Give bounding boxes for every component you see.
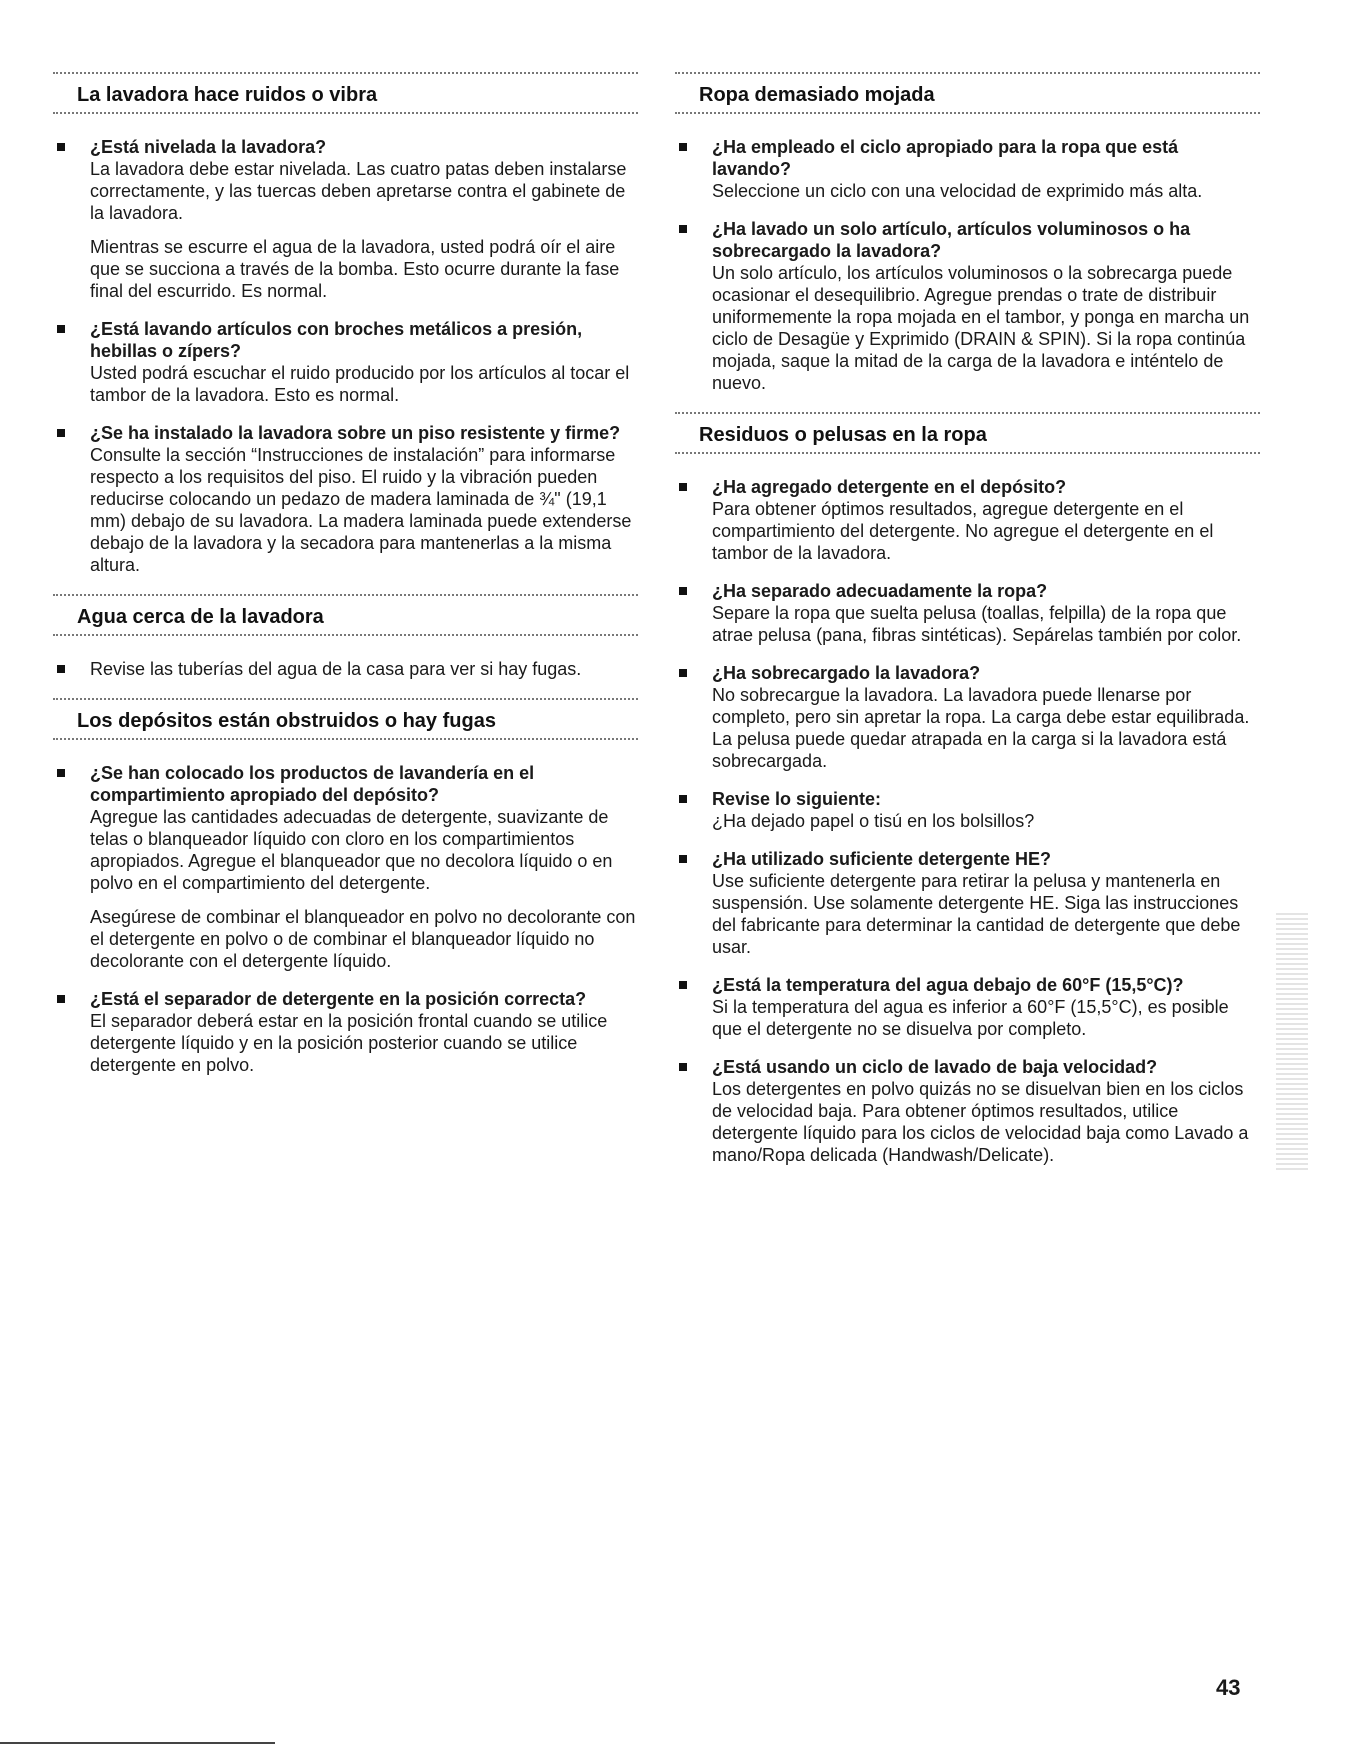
question: ¿Está usando un ciclo de lavado de baja velocidad? (712, 1057, 1158, 1077)
bullet-icon (57, 769, 65, 777)
question: ¿Está la temperatura del agua debajo de 60°F (15,5°C)? (712, 975, 1184, 995)
list-item (675, 580, 1260, 646)
answer: Agregue las cantidades adecuadas de detergente, suavizante de telas o blanqueador líquido con cloro en los compartimientos apropiados. Agregue el blanqueador que no decolora líquido o en polvo en el compartimiento del detergente. (90, 807, 613, 893)
question: ¿Ha utilizado suficiente detergente HE? (712, 849, 1052, 869)
list-item (53, 318, 638, 406)
right-column (675, 72, 1260, 1184)
answer: Si la temperatura del agua es inferior a 60°F (15,5°C), es posible que el detergente no se disuelva por completo. (712, 997, 1229, 1039)
list-item (675, 218, 1260, 394)
list-item (53, 762, 638, 894)
list-item (53, 658, 638, 680)
footer-divider (0, 1742, 275, 1744)
answer: Seleccione un ciclo con una velocidad de exprimido más alta. (712, 181, 1203, 201)
bullet-icon (679, 1063, 687, 1071)
section-header (53, 594, 638, 636)
list-item (675, 848, 1260, 958)
answer: Usted podrá escuchar el ruido producido por los artículos al tocar el tambor de la lavadora. Esto es normal. (90, 363, 630, 405)
question: ¿Está nivelada la lavadora? (90, 137, 327, 157)
list-item (675, 662, 1260, 772)
question: ¿Está lavando artículos con broches metálicos a presión, hebillas o zípers? (90, 319, 583, 361)
section-wet-clothes (675, 72, 1260, 394)
bullet-icon (679, 143, 687, 151)
list-item (53, 988, 638, 1076)
section-title: Los depósitos están obstruidos o hay fugas (77, 710, 496, 732)
question: ¿Se ha instalado la lavadora sobre un piso resistente y firme? (90, 423, 621, 443)
bullet-icon (57, 995, 65, 1003)
list-item (675, 974, 1260, 1040)
bullet-icon (57, 325, 65, 333)
answer: Consulte la sección “Instrucciones de instalación” para informarse respecto a los requisitos del piso. El ruido y la vibración pueden reducirse colocando un pedazo de madera laminada de ¾" (19,1 mm) debajo de su lavadora. La madera laminada puede extenderse debajo de la lavadora y la secadora para mantenerlas a la misma altura. (90, 445, 632, 575)
bullet-icon (679, 855, 687, 863)
section-header (53, 698, 638, 740)
answer: Un solo artículo, los artículos voluminosos o la sobrecarga puede ocasionar el desequilibrio. Agregue prendas o trate de distribuir uniformemente la ropa mojada en el tambor, y ponga en marcha un ciclo de Desagüe y Exprimido (DRAIN & SPIN). Si la ropa continúa mojada, saque la mitad de la carga de la lavadora e inténtelo de nuevo. (712, 263, 1250, 393)
paragraph: Mientras se escurre el agua de la lavadora, usted podrá oír el aire que se succiona a través de la bomba. Esto ocurre durante la fase final del escurrido. Es normal. (90, 237, 620, 301)
paragraph: Asegúrese de combinar el blanqueador en polvo no decolorante con el detergente en polvo o de combinar el blanqueador líquido no decolorante con el detergente líquido. (90, 907, 636, 971)
section-lint (675, 412, 1260, 1166)
bullet-icon (679, 587, 687, 595)
list-item (675, 1056, 1260, 1166)
section-header (675, 412, 1260, 454)
section-title: La lavadora hace ruidos o vibra (77, 84, 378, 106)
side-tab-decoration (1276, 910, 1308, 1170)
question: ¿Ha empleado el ciclo apropiado para la ropa que está lavando? (712, 137, 1179, 179)
left-column (53, 72, 638, 1094)
bullet-icon (679, 669, 687, 677)
bullet-icon (679, 225, 687, 233)
list-item (53, 136, 638, 224)
page-number: 43 (1216, 1675, 1241, 1700)
list-item (675, 476, 1260, 564)
answer: ¿Ha dejado papel o tisú en los bolsillos? (712, 811, 1035, 831)
list-item (675, 788, 1260, 832)
section-title: Ropa demasiado mojada (699, 84, 935, 106)
section-dispensers (53, 698, 638, 1076)
answer: Separe la ropa que suelta pelusa (toallas, felpilla) de la ropa que atrae pelusa (pana, fibras sintéticas). Sepárelas también por color. (712, 603, 1242, 645)
question: ¿Ha separado adecuadamente la ropa? (712, 581, 1048, 601)
list-item (675, 136, 1260, 202)
section-noise (53, 72, 638, 576)
bullet-icon (679, 483, 687, 491)
section-water (53, 594, 638, 680)
answer: Los detergentes en polvo quizás no se disuelvan bien en los ciclos de velocidad baja. Para obtener óptimos resultados, utilice detergente líquido para los ciclos de velocidad baja como Lavado a mano/Ropa delicada (Handwash/Delicate). (712, 1079, 1249, 1165)
question: ¿Ha sobrecargado la lavadora? (712, 663, 981, 683)
bullet-icon (679, 795, 687, 803)
question: Revise lo siguiente: (712, 789, 882, 809)
question: ¿Ha agregado detergente en el depósito? (712, 477, 1067, 497)
bullet-icon (57, 429, 65, 437)
section-title: Residuos o pelusas en la ropa (699, 424, 987, 446)
question: ¿Ha lavado un solo artículo, artículos voluminosos o ha sobrecargado la lavadora? (712, 219, 1191, 261)
answer: El separador deberá estar en la posición frontal cuando se utilice detergente líquido y en la posición posterior cuando se utilice detergente en polvo. (90, 1011, 608, 1075)
section-title: Agua cerca de la lavadora (77, 606, 324, 628)
bullet-icon (57, 665, 65, 673)
bullet-icon (57, 143, 65, 151)
answer: No sobrecargue la lavadora. La lavadora puede llenarse por completo, pero sin apretar la ropa. La carga debe estar equilibrada. La pelusa puede quedar atrapada en la carga si la lavadora está sobrecargada. (712, 685, 1250, 771)
bullet-icon (679, 981, 687, 989)
answer: Revise las tuberías del agua de la casa para ver si hay fugas. (90, 659, 582, 679)
list-item (53, 422, 638, 576)
question: ¿Se han colocado los productos de lavandería en el compartimiento apropiado del depósito? (90, 763, 535, 805)
section-header (53, 72, 638, 114)
answer: Use suficiente detergente para retirar la pelusa y mantenerla en suspensión. Use solamente detergente HE. Siga las instrucciones del fabricante para determinar la cantidad de detergente que debe usar. (712, 871, 1241, 957)
answer: Para obtener óptimos resultados, agregue detergente en el compartimiento del detergente. No agregue el detergente en el tambor de la lavadora. (712, 499, 1214, 563)
answer: La lavadora debe estar nivelada. Las cuatro patas deben instalarse correctamente, y las tuercas deben apretarse contra el gabinete de la lavadora. (90, 159, 627, 223)
question: ¿Está el separador de detergente en la posición correcta? (90, 989, 587, 1009)
section-header (675, 72, 1260, 114)
